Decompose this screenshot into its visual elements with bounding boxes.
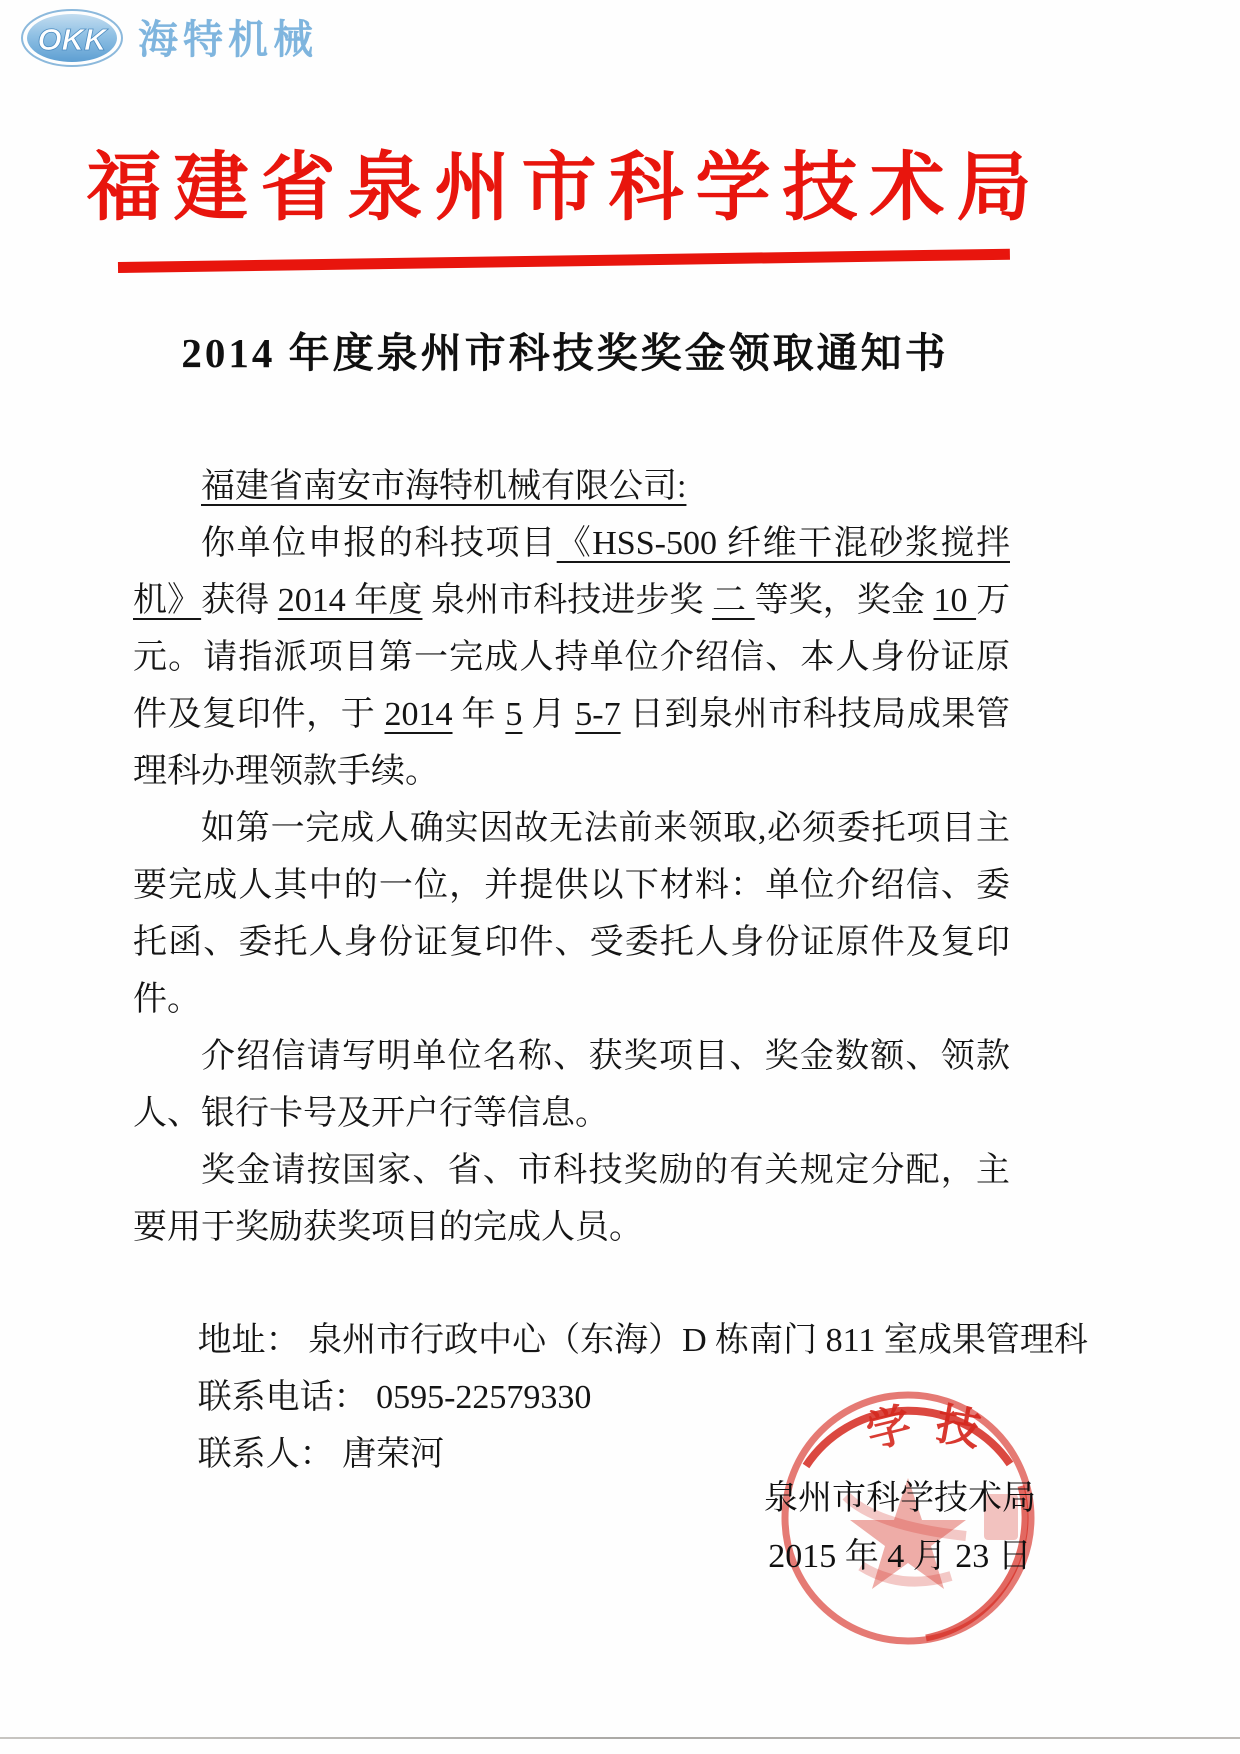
- document-title: 2014 年度泉州市科技奖奖金领取通知书: [181, 330, 949, 376]
- text-segment: 获得: [201, 582, 278, 619]
- paragraph-delegation: [133, 800, 1010, 1028]
- okk-oval-icon: [22, 10, 122, 66]
- text-segment: 10: [933, 582, 977, 619]
- text-segment: 2014 年度: [277, 582, 423, 619]
- signature-org: 泉州市科学技术局: [764, 1480, 1036, 1517]
- letterhead-org-name: 福建省泉州市科学技术局: [86, 147, 1044, 230]
- seal-arc-char-1: 学: [861, 1399, 917, 1458]
- letter-body: [133, 458, 1088, 1483]
- contact-address: 地址： 泉州市行政中心（东海）D 栋南门 811 室成果管理科: [197, 1322, 1088, 1359]
- letterhead-rule: [118, 249, 1010, 273]
- text-segment: 你单位申报的科技项目: [201, 525, 557, 562]
- paragraph-award: [133, 515, 1010, 800]
- paragraph-distribution: [133, 1142, 1010, 1256]
- text-segment: 泉州市科技进步奖: [422, 582, 713, 619]
- text-segment: 月: [522, 696, 576, 733]
- seal-arc-char-2: 技: [932, 1399, 985, 1456]
- text-segment: 等奖，奖金: [754, 582, 934, 619]
- recipient-line: [133, 458, 1010, 515]
- recipient-name: 福建省南安市海特机械有限公司:: [201, 468, 687, 505]
- scan-bottom-edge: [0, 1737, 1240, 1739]
- text-segment: 《HSS-500 纤维干混砂浆搅拌机》: [133, 525, 1010, 619]
- text-segment: 日到泉州市科技局成果管理科办理领款手续。: [133, 696, 1011, 790]
- text-segment: 5-7: [575, 696, 621, 733]
- text-segment: 奖金请按国家、省、市科技奖励的有关规定分配，主要用于奖励获奖项目的完成人员。: [133, 1152, 1010, 1246]
- text-segment: 介绍信请写明单位名称、获奖项目、奖金数额、领款人、银行卡号及开户行等信息。: [133, 1038, 1010, 1132]
- paragraph-letter-requirements: [133, 1028, 1010, 1142]
- contact-person: 联系人： 唐荣河: [197, 1436, 445, 1473]
- text-segment: 2014: [384, 696, 453, 733]
- logo-brand-text: OKK: [37, 22, 107, 57]
- company-logo: [20, 8, 340, 70]
- logo-company-text: 海特机械: [138, 18, 318, 62]
- text-segment: 万元。请指派项目第一完成人持单位介绍信、本人身份证原件及复印件，于: [133, 582, 1011, 733]
- text-segment: 年: [452, 696, 506, 733]
- contact-phone: 联系电话： 0595-22579330: [197, 1379, 592, 1416]
- text-segment: 5: [505, 696, 523, 733]
- text-segment: 如第一完成人确实因故无法前来领取,必须委托项目主要完成人其中的一位，并提供以下材料：单位介绍信、委托函、委托人身份证复印件、受委托人身份证原件及复印件。: [133, 810, 1010, 1018]
- signature-date: 2015 年 4 月 23 日: [768, 1538, 1032, 1575]
- text-segment: 二: [712, 582, 755, 619]
- signature-block: [700, 1470, 1100, 1586]
